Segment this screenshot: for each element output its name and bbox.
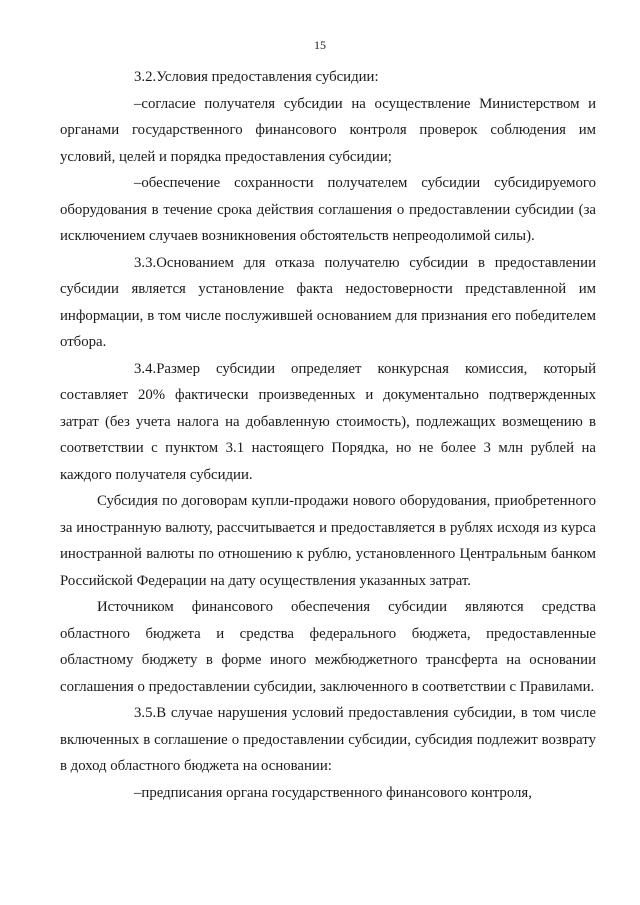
paragraph-3-2 [60, 64, 596, 91]
paragraph-text: Источником финансового обеспечения субсидии являются средства областного бюджета и средства федерального бюджета, предоставленные областному бюджету в форме иного межбюджетного трансферта на основании соглашения о предоставлении субсидии, заключенного в соответствии с Правилами. [60, 599, 596, 695]
list-dash: – [134, 95, 142, 112]
clause-number: 3.2. [134, 69, 157, 85]
paragraph-text: обеспечение сохранности получателем субсидии субсидируемого оборудования в течение срока действия соглашения о предоставлении субсидии (за исключением случаев возникновения обстоятельств непреодолимой силы). [60, 175, 596, 244]
paragraph-text: Основанием для отказа получателю субсидии в предоставлении субсидии является установление факта недостоверности представленной им информации, в том числе послужившей основанием для признания его победителем отбора. [60, 254, 596, 350]
paragraph-text: Субсидия по договорам купли-продажи нового оборудования, приобретенного за иностранную валюту, рассчитывается и предоставляется в рублях исходя из курса иностранной валюты по отношению к рублю, установленного Центральным банком Российской Федерации на дату осуществления указанных затрат. [60, 493, 596, 589]
clause-number: 3.4. [134, 360, 157, 377]
paragraph-3-5 [60, 700, 596, 780]
clause-number: 3.3. [134, 254, 157, 271]
paragraph-funding-source [60, 594, 596, 700]
list-dash: – [134, 784, 142, 801]
paragraph-text: Размер субсидии определяет конкурсная комиссия, который составляет 20% фактически произведенных и документально подтвержденных затрат (без учета налога на добавленную стоимость), подлежащих возмещению в соответствии с пунктом 3.1 настоящего Порядка, но не более 3 млн рублей на каждого получателя субсидии. [60, 360, 596, 483]
list-dash: – [134, 175, 142, 191]
paragraph-text: согласие получателя субсидии на осуществление Министерством и органами государственного финансового контроля проверок соблюдения им условий, целей и порядка предоставления субсидии; [60, 95, 596, 165]
paragraph-currency [60, 488, 596, 594]
list-item [60, 170, 596, 250]
document-body [60, 64, 596, 806]
paragraph-text: Условия предоставления субсидии: [156, 69, 379, 85]
paragraph-3-3 [60, 250, 596, 356]
paragraph-text: предписания органа государственного финансового контроля, [141, 784, 532, 801]
page-number: 15 [314, 38, 326, 52]
list-item [60, 780, 596, 807]
list-item [60, 91, 596, 171]
paragraph-3-4 [60, 356, 596, 489]
paragraph-text: В случае нарушения условий предоставления субсидии, в том числе включенных в соглашение о предоставлении субсидии, субсидия подлежит возврату в доход областного бюджета на основании: [60, 705, 596, 774]
clause-number: 3.5. [134, 705, 157, 721]
